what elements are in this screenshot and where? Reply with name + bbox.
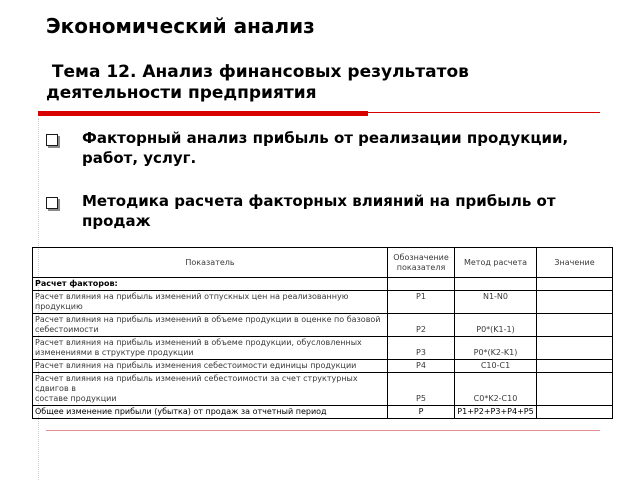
- square-bullet-icon: [46, 134, 58, 146]
- row-value: [537, 291, 613, 314]
- table-total-row: [33, 406, 613, 419]
- title-underline-thick: [38, 111, 368, 116]
- bullet-text-line: продаж: [82, 212, 151, 230]
- row-indicator: [33, 337, 388, 360]
- square-bullet-icon: [46, 197, 58, 209]
- table-row: [33, 291, 613, 314]
- row-value: [537, 360, 613, 373]
- row-designation: P5: [388, 373, 455, 406]
- subtitle-line-1: Тема 12. Анализ финансовых результатов: [46, 62, 469, 82]
- row-indicator-line: Расчет влияния на прибыль изменений себестоимости за счет структурных сдвигов в: [35, 374, 358, 393]
- total-method: P1+P2+P3+P4+P5: [455, 406, 537, 419]
- bottom-divider: [46, 430, 600, 431]
- header-method: Метод расчета: [455, 248, 537, 278]
- row-indicator-line: Расчет влияния на прибыль изменений отпускных цен на реализованную продукцию: [35, 292, 349, 311]
- row-indicator-line: себестоимости: [35, 325, 99, 334]
- factor-table: [32, 247, 613, 419]
- row-indicator-line: Расчет влияния на прибыль изменений в объеме продукции, обусловленных: [35, 338, 362, 347]
- table-row: [33, 314, 613, 337]
- table-cell: [537, 278, 613, 291]
- table-row: [33, 337, 613, 360]
- row-value: [537, 314, 613, 337]
- table-section-row: [33, 278, 613, 291]
- row-method: N1-N0: [455, 291, 537, 314]
- slide-subtitle: [46, 62, 469, 104]
- row-indicator: [33, 291, 388, 314]
- bullet-text: [82, 128, 568, 168]
- header-designation-line: показателя: [396, 262, 446, 272]
- row-indicator-line: изменениями в структуре продукции: [35, 348, 194, 357]
- row-indicator: [33, 373, 388, 406]
- row-method: P0*(K2-K1): [455, 337, 537, 360]
- row-indicator-line: Расчет влияния на прибыль изменений в объеме продукции в оценке по базовой: [35, 315, 381, 324]
- title-underline-thin: [368, 112, 600, 113]
- row-indicator-line: Расчет влияния на прибыль изменения себестоимости единицы продукции: [35, 361, 357, 370]
- table-header-row: [33, 248, 613, 278]
- row-indicator-line: составе продукции: [35, 394, 117, 403]
- row-value: [537, 373, 613, 406]
- bullet-text: [82, 191, 556, 231]
- total-value: [537, 406, 613, 419]
- row-method: P0*(K1-1): [455, 314, 537, 337]
- row-designation: P3: [388, 337, 455, 360]
- table-cell: [455, 278, 537, 291]
- row-value: [537, 337, 613, 360]
- table-row: [33, 373, 613, 406]
- header-designation-line: Обозначение: [393, 252, 449, 262]
- table-cell: [388, 278, 455, 291]
- bullet-text-line: Методика расчета факторных влияний на прибыль от: [82, 192, 556, 210]
- slide-title: Экономический анализ: [46, 14, 315, 38]
- total-label: Общее изменение прибыли (убытка) от продаж за отчетный период: [33, 406, 388, 419]
- header-indicator: Показатель: [33, 248, 388, 278]
- row-method: C0*K2-C10: [455, 373, 537, 406]
- row-designation: P4: [388, 360, 455, 373]
- section-label: Расчет факторов:: [33, 278, 388, 291]
- row-designation: P2: [388, 314, 455, 337]
- row-indicator: [33, 360, 388, 373]
- header-designation: [388, 248, 455, 278]
- header-value: Значение: [537, 248, 613, 278]
- row-designation: P1: [388, 291, 455, 314]
- table-row: [33, 360, 613, 373]
- subtitle-line-2: деятельности предприятия: [46, 83, 317, 103]
- bullet-text-line: Факторный анализ прибыль от реализации продукции,: [82, 129, 569, 147]
- row-indicator: [33, 314, 388, 337]
- row-method: С10-С1: [455, 360, 537, 373]
- total-designation: P: [388, 406, 455, 419]
- bullet-text-line: работ, услуг.: [82, 149, 197, 167]
